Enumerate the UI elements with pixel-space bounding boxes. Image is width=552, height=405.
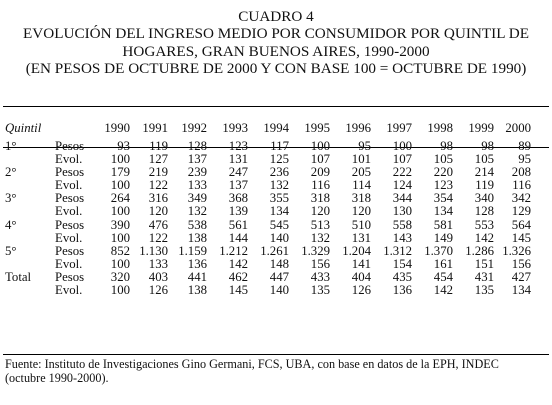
value-cell: 349 xyxy=(187,191,207,206)
year-header: 1993 xyxy=(222,121,248,135)
value-cell: 142 xyxy=(433,283,453,298)
value-cell: 476 xyxy=(148,217,168,232)
value-cell: 101 xyxy=(351,152,371,167)
value-cell: 120 xyxy=(310,204,330,219)
value-cell: 1.326 xyxy=(502,243,531,258)
value-cell: 1.130 xyxy=(139,243,168,258)
value-cell: 107 xyxy=(392,152,412,167)
table-row xyxy=(5,219,531,232)
value-cell: 316 xyxy=(148,191,168,206)
value-cell: 98 xyxy=(440,139,453,153)
table-header xyxy=(5,116,531,140)
value-cell: 123 xyxy=(228,139,248,153)
value-cell: 131 xyxy=(228,152,248,167)
value-cell: 100 xyxy=(110,230,130,245)
quintil-cell: 5° xyxy=(5,243,17,258)
value-cell: 136 xyxy=(392,283,412,298)
measure-cell: Pesos xyxy=(55,217,85,232)
value-cell: 100 xyxy=(110,256,130,271)
value-cell: 431 xyxy=(474,269,494,284)
value-cell: 107 xyxy=(310,152,330,167)
measure-cell: Pesos xyxy=(55,243,85,258)
table-row xyxy=(5,245,531,258)
quintil-cell xyxy=(5,258,55,271)
value-cell: 140 xyxy=(269,283,289,298)
table-row xyxy=(5,284,531,297)
value-cell: 100 xyxy=(110,204,130,219)
value-cell: 538 xyxy=(187,217,207,232)
measure-cell: Evol. xyxy=(55,256,83,271)
year-header: 1996 xyxy=(345,121,371,135)
quintil-cell: 4° xyxy=(5,217,17,232)
value-cell: 1.204 xyxy=(342,243,371,258)
value-cell: 355 xyxy=(269,191,289,206)
value-cell: 116 xyxy=(512,178,531,193)
value-cell: 454 xyxy=(433,269,453,284)
value-cell: 130 xyxy=(392,204,412,219)
value-cell: 122 xyxy=(148,178,168,193)
source-note xyxy=(5,357,545,386)
year-header: 1995 xyxy=(304,121,330,135)
value-cell: 852 xyxy=(110,243,130,258)
value-cell: 93 xyxy=(117,139,130,153)
value-cell: 564 xyxy=(511,217,531,232)
value-cell: 247 xyxy=(228,165,248,180)
value-cell: 219 xyxy=(148,165,168,180)
value-cell: 441 xyxy=(187,269,207,284)
value-cell: 137 xyxy=(187,152,207,167)
value-cell: 144 xyxy=(228,230,248,245)
value-cell: 119 xyxy=(149,139,168,153)
value-cell: 100 xyxy=(110,283,130,298)
value-cell: 142 xyxy=(474,230,494,245)
value-cell: 138 xyxy=(187,230,207,245)
value-cell: 135 xyxy=(310,283,330,298)
value-cell: 140 xyxy=(269,230,289,245)
value-cell: 154 xyxy=(392,256,412,271)
value-cell: 100 xyxy=(110,178,130,193)
value-cell: 1.286 xyxy=(465,243,494,258)
value-cell: 561 xyxy=(228,217,248,232)
value-cell: 119 xyxy=(475,178,494,193)
title-cuadro-number: CUADRO 4 xyxy=(238,8,314,25)
value-cell: 123 xyxy=(433,178,453,193)
value-cell: 208 xyxy=(511,165,531,180)
value-cell: 1.329 xyxy=(301,243,330,258)
value-cell: 105 xyxy=(474,152,494,167)
value-cell: 447 xyxy=(269,269,289,284)
table-row xyxy=(5,258,531,271)
value-cell: 100 xyxy=(110,152,130,167)
table-row xyxy=(5,232,531,245)
value-cell: 116 xyxy=(311,178,330,193)
measure-cell: Pesos xyxy=(55,269,85,284)
quintil-cell xyxy=(5,205,55,218)
value-cell: 138 xyxy=(187,283,207,298)
title-main-line2: HOGARES, GRAN BUENOS AIRES, 1990-2000 xyxy=(122,42,430,60)
measure-cell: Evol. xyxy=(55,204,83,219)
value-cell: 100 xyxy=(392,139,412,153)
value-cell: 344 xyxy=(392,191,412,206)
quintil-cell: Total xyxy=(5,269,32,284)
value-cell: 105 xyxy=(433,152,453,167)
table-body xyxy=(5,140,531,297)
value-cell: 205 xyxy=(351,165,371,180)
value-cell: 141 xyxy=(351,256,371,271)
table-title xyxy=(0,8,552,78)
measure-cell: Evol. xyxy=(55,178,83,193)
value-cell: 132 xyxy=(187,204,207,219)
value-cell: 128 xyxy=(474,204,494,219)
value-cell: 390 xyxy=(110,217,130,232)
value-cell: 137 xyxy=(228,178,248,193)
quintil-cell xyxy=(5,232,55,245)
value-cell: 435 xyxy=(392,269,412,284)
value-cell: 340 xyxy=(474,191,494,206)
value-cell: 403 xyxy=(148,269,168,284)
value-cell: 100 xyxy=(310,139,330,153)
year-header: 1997 xyxy=(386,121,412,135)
value-cell: 214 xyxy=(474,165,494,180)
value-cell: 427 xyxy=(511,269,531,284)
value-cell: 161 xyxy=(433,256,453,271)
value-cell: 145 xyxy=(228,283,248,298)
value-cell: 120 xyxy=(351,204,371,219)
source-line1: Fuente: Instituto de Investigaciones Gino Germani, FCS, UBA, con base en datos de la EPH, INDEC xyxy=(5,357,499,371)
value-cell: 462 xyxy=(228,269,248,284)
value-cell: 127 xyxy=(148,152,168,167)
header-row xyxy=(5,116,531,140)
value-cell: 142 xyxy=(228,256,248,271)
value-cell: 354 xyxy=(433,191,453,206)
value-cell: 510 xyxy=(351,217,371,232)
measure-cell: Pesos xyxy=(55,191,85,206)
value-cell: 236 xyxy=(269,165,289,180)
quintil-cell: 3° xyxy=(5,191,17,206)
value-cell: 120 xyxy=(148,204,168,219)
value-cell: 156 xyxy=(511,256,531,271)
quintil-cell: 2° xyxy=(5,165,17,180)
value-cell: 134 xyxy=(511,283,531,298)
quintil-column-header: Quintil xyxy=(5,121,42,135)
value-cell: 149 xyxy=(433,230,453,245)
value-cell: 264 xyxy=(110,191,130,206)
value-cell: 433 xyxy=(310,269,330,284)
value-cell: 1.212 xyxy=(219,243,248,258)
value-cell: 133 xyxy=(187,178,207,193)
value-cell: 135 xyxy=(474,283,494,298)
value-cell: 318 xyxy=(310,191,330,206)
measure-cell: Evol. xyxy=(55,283,83,298)
measure-column-header xyxy=(55,116,98,140)
value-cell: 95 xyxy=(358,139,371,153)
value-cell: 129 xyxy=(511,204,531,219)
year-header: 2000 xyxy=(505,121,531,135)
value-cell: 125 xyxy=(269,152,289,167)
value-cell: 222 xyxy=(392,165,412,180)
value-cell: 136 xyxy=(187,256,207,271)
year-header: 1992 xyxy=(181,121,207,135)
value-cell: 134 xyxy=(269,204,289,219)
value-cell: 1.370 xyxy=(424,243,453,258)
value-cell: 179 xyxy=(110,165,130,180)
value-cell: 368 xyxy=(228,191,248,206)
value-cell: 1.261 xyxy=(260,243,289,258)
value-cell: 126 xyxy=(148,283,168,298)
value-cell: 545 xyxy=(269,217,289,232)
table-top-rule xyxy=(3,106,549,107)
value-cell: 320 xyxy=(110,269,130,284)
source-line2: (octubre 1990-2000). xyxy=(5,371,109,386)
measure-cell: Evol. xyxy=(55,152,83,167)
measure-cell: Pesos xyxy=(55,165,85,180)
value-cell: 209 xyxy=(310,165,330,180)
value-cell: 148 xyxy=(269,256,289,271)
value-cell: 145 xyxy=(511,230,531,245)
value-cell: 139 xyxy=(228,204,248,219)
quintil-cell: 1° xyxy=(5,139,17,153)
year-header: 1998 xyxy=(427,121,453,135)
value-cell: 581 xyxy=(433,217,453,232)
value-cell: 134 xyxy=(433,204,453,219)
year-header: 1999 xyxy=(468,121,494,135)
value-cell: 132 xyxy=(310,230,330,245)
value-cell: 95 xyxy=(518,152,531,167)
value-cell: 128 xyxy=(187,139,207,153)
measure-cell: Evol. xyxy=(55,230,83,245)
value-cell: 342 xyxy=(511,191,531,206)
value-cell: 239 xyxy=(187,165,207,180)
year-header: 1990 xyxy=(104,121,130,135)
value-cell: 114 xyxy=(352,178,371,193)
quintil-cell xyxy=(5,284,55,297)
value-cell: 126 xyxy=(351,283,371,298)
value-cell: 89 xyxy=(518,139,531,153)
value-cell: 124 xyxy=(392,178,412,193)
table-bottom-rule xyxy=(3,354,549,355)
value-cell: 220 xyxy=(433,165,453,180)
value-cell: 1.159 xyxy=(178,243,207,258)
value-cell: 151 xyxy=(474,256,494,271)
value-cell: 132 xyxy=(269,178,289,193)
table-row xyxy=(5,205,531,218)
measure-cell: Pesos xyxy=(55,139,85,153)
value-cell: 553 xyxy=(474,217,494,232)
value-cell: 404 xyxy=(351,269,371,284)
value-cell: 318 xyxy=(351,191,371,206)
value-cell: 117 xyxy=(270,139,289,153)
year-header: 1991 xyxy=(142,121,168,135)
value-cell: 143 xyxy=(392,230,412,245)
value-cell: 98 xyxy=(481,139,494,153)
income-table xyxy=(5,116,531,297)
value-cell: 156 xyxy=(310,256,330,271)
year-header: 1994 xyxy=(263,121,289,135)
value-cell: 122 xyxy=(148,230,168,245)
value-cell: 558 xyxy=(392,217,412,232)
value-cell: 133 xyxy=(148,256,168,271)
title-units-note: (EN PESOS DE OCTUBRE DE 2000 Y CON BASE 100 = OCTUBRE DE 1990) xyxy=(25,60,527,78)
value-cell: 1.312 xyxy=(383,243,412,258)
value-cell: 131 xyxy=(351,230,371,245)
title-main-line1: EVOLUCIÓN DEL INGRESO MEDIO POR CONSUMIDOR POR QUINTIL DE xyxy=(23,25,529,43)
value-cell: 513 xyxy=(310,217,330,232)
